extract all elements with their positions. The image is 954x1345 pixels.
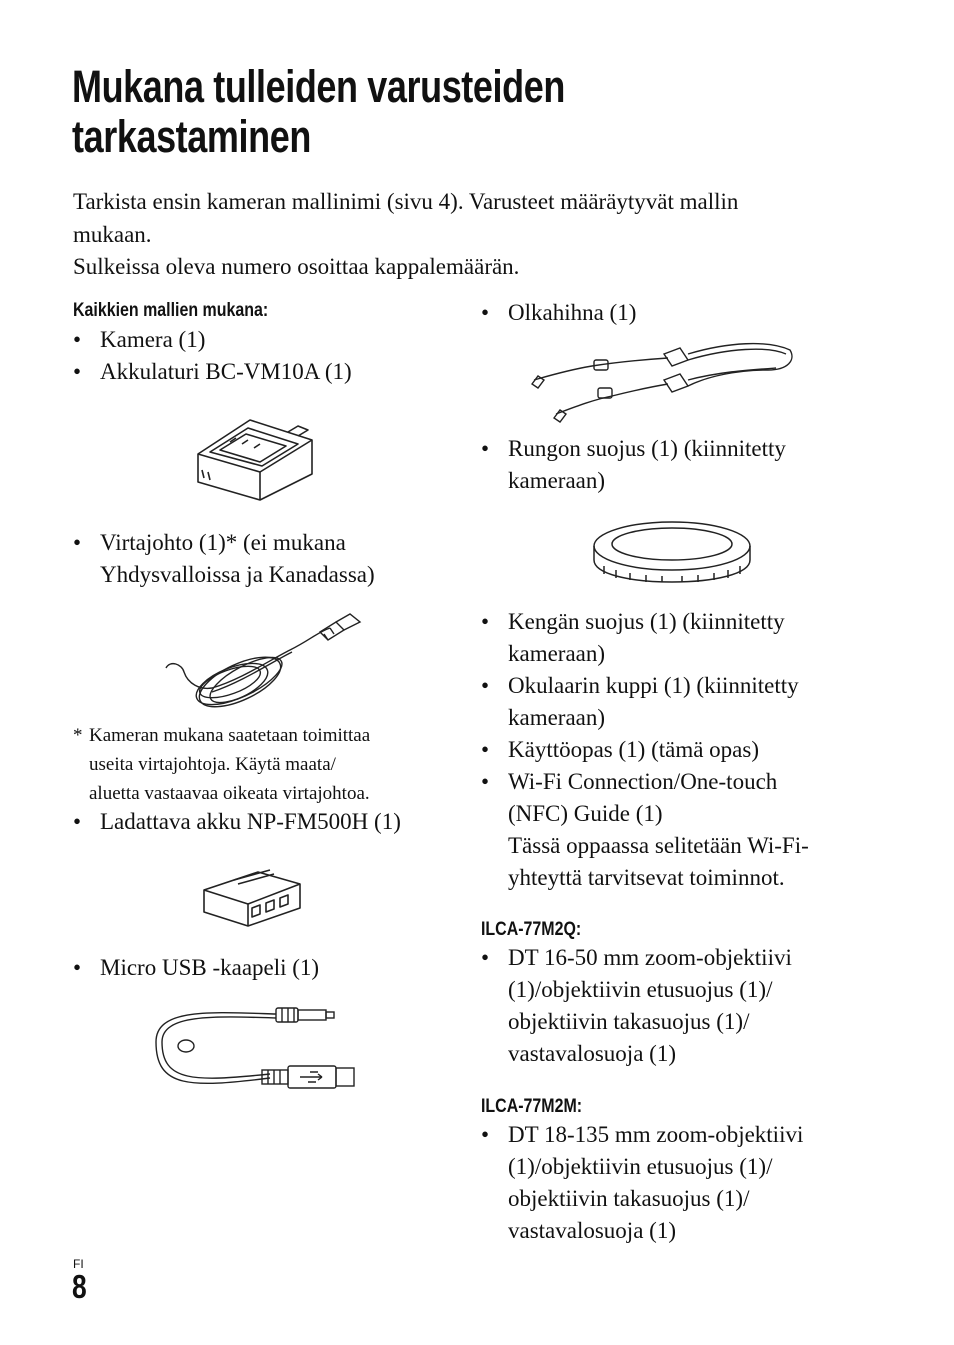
- right-list-a: [481, 297, 881, 329]
- intro-line: Sulkeissa oleva numero osoittaa kappalemäärän.: [73, 254, 520, 279]
- heading-block-77m2q: [481, 919, 881, 941]
- shoulder-strap-illustration: [528, 340, 798, 422]
- item-text: Akkulaturi BC-VM10A (1): [100, 359, 352, 384]
- item-text: objektiivin takasuojus (1)/: [508, 1186, 750, 1211]
- footnote-line: Kameran mukana saatetaan toimittaa: [89, 725, 371, 746]
- intro-paragraph: [73, 186, 853, 284]
- page-language-code: FI: [73, 1257, 84, 1271]
- battery-pack-illustration: [200, 864, 306, 930]
- bullet: •: [481, 769, 490, 794]
- right-list-77m2q: [481, 942, 881, 1070]
- bullet: •: [73, 955, 82, 980]
- page-number: 8: [72, 1268, 87, 1305]
- bullet: •: [73, 530, 82, 555]
- right-list-b: [481, 433, 881, 497]
- bullet: •: [481, 436, 490, 461]
- item-text: Virtajohto (1)* (ei mukana: [100, 530, 346, 555]
- list-item-eyepiece-cup: [481, 670, 881, 734]
- intro-line: Tarkista ensin kameran mallinimi (sivu 4). Varusteet määräytyvät mallin: [73, 189, 739, 214]
- list-item-wifi-guide: [481, 766, 881, 894]
- item-text: Rungon suojus (1) (kiinnitetty: [508, 436, 786, 461]
- footnote: [73, 721, 453, 808]
- item-text: kameraan): [508, 641, 606, 666]
- list-item-body-cap: [481, 433, 881, 497]
- bullet: •: [481, 609, 490, 634]
- item-text: Ladattava akku NP-FM500H (1): [100, 809, 401, 834]
- item-text: Tässä oppaassa selitetään Wi-Fi-: [508, 833, 809, 858]
- left-list-a: [73, 324, 453, 388]
- section-heading-ilca-77m2m: ILCA-77M2M:: [481, 1096, 583, 1117]
- footnote-block: [73, 721, 453, 808]
- footnote-line: aluetta vastaavaa oikeata virtajohtoa.: [89, 783, 370, 804]
- item-text: DT 18-135 mm zoom-objektiivi: [508, 1122, 804, 1147]
- power-cord-illustration: [160, 610, 365, 706]
- item-text: Kamera (1): [100, 327, 206, 352]
- item-text: vastavalosuoja (1): [508, 1218, 676, 1243]
- item-text: Kengän suojus (1) (kiinnitetty: [508, 609, 785, 634]
- list-item-lens-kit-77m2m: [481, 1119, 881, 1247]
- heading-block-77m2m: [481, 1096, 881, 1118]
- item-text: Okulaarin kuppi (1) (kiinnitetty: [508, 673, 799, 698]
- right-list-c: [481, 606, 881, 894]
- list-item-shoulder-strap: [481, 297, 881, 329]
- section-heading-ilca-77m2q: ILCA-77M2Q:: [481, 919, 582, 940]
- list-item-instruction-manual: [481, 734, 881, 766]
- list-item-camera: [73, 324, 453, 356]
- item-text: vastavalosuoja (1): [508, 1041, 676, 1066]
- item-text: Micro USB -kaapeli (1): [100, 955, 320, 980]
- item-text: Wi-Fi Connection/One-touch: [508, 769, 778, 794]
- item-text: yhteyttä tarvitsevat toiminnot.: [508, 865, 785, 890]
- bullet: •: [73, 327, 82, 352]
- body-cap-illustration: [590, 516, 760, 586]
- item-text: kameraan): [508, 705, 606, 730]
- left-list-c: [73, 806, 453, 838]
- left-list-b: [73, 527, 453, 591]
- section-heading-all-models: Kaikkien mallien mukana:: [73, 300, 269, 321]
- bullet: •: [481, 300, 490, 325]
- footnote-star: *: [73, 725, 83, 746]
- list-item-shoe-cap: [481, 606, 881, 670]
- bullet: •: [481, 737, 490, 762]
- left-list-d: [73, 952, 453, 984]
- list-item-charger: [73, 356, 453, 388]
- item-text: (1)/objektiivin etusuojus (1)/: [508, 977, 773, 1002]
- item-text: (NFC) Guide (1): [508, 801, 663, 826]
- list-item-lens-kit-77m2q: [481, 942, 881, 1070]
- battery-charger-illustration: [190, 412, 320, 504]
- bullet: •: [73, 359, 82, 384]
- page-title: [72, 62, 712, 162]
- item-text: Yhdysvalloissa ja Kanadassa): [100, 562, 375, 587]
- item-text: (1)/objektiivin etusuojus (1)/: [508, 1154, 773, 1179]
- item-text: Olkahihna (1): [508, 300, 637, 325]
- list-item-usb-cable: [73, 952, 453, 984]
- left-heading-block: [73, 300, 453, 322]
- list-item-battery: [73, 806, 453, 838]
- item-text: DT 16-50 mm zoom-objektiivi: [508, 945, 792, 970]
- right-list-77m2m: [481, 1119, 881, 1247]
- bullet: •: [73, 809, 82, 834]
- intro-line: mukaan.: [73, 221, 152, 247]
- page-title-line-2: tarkastaminen: [72, 111, 311, 162]
- item-text: objektiivin takasuojus (1)/: [508, 1009, 750, 1034]
- item-text: kameraan): [508, 468, 606, 493]
- item-text: Käyttöopas (1) (tämä opas): [508, 737, 760, 762]
- bullet: •: [481, 1122, 490, 1147]
- bullet: •: [481, 673, 490, 698]
- page-title-line-1: Mukana tulleiden varusteiden: [72, 61, 565, 112]
- micro-usb-cable-illustration: [150, 1002, 360, 1092]
- bullet: •: [481, 945, 490, 970]
- list-item-power-cord: [73, 527, 453, 591]
- footnote-line: useita virtajohtoja. Käytä maata/: [89, 754, 336, 775]
